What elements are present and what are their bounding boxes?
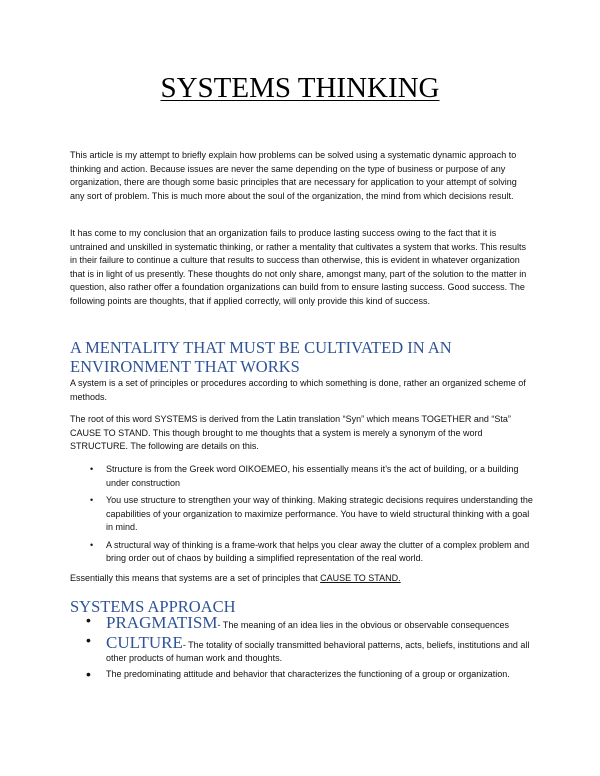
bullet-item: • You use structure to strengthen your way of thinking. Making strategic decisions requires understanding the capabilities of your organization to maximize performance. You have to wield structural thinking with a goal in mind. <box>84 494 534 535</box>
system-definition-paragraph <box>70 377 530 404</box>
systems-approach-list <box>84 614 534 681</box>
intro-paragraph-2 <box>70 227 530 308</box>
pragmatism-definition: - The meaning of an idea lies in the obvious or observable consequences <box>217 620 510 630</box>
list-item-pragmatism <box>84 614 534 633</box>
closing-paragraph <box>70 572 530 586</box>
root-word-paragraph <box>70 413 530 454</box>
bullet-item: • Structure is from the Greek word OIKOEMEO, his essentially means it’s the act of building, or a building under construction <box>84 463 534 490</box>
term-pragmatism: PRAGMATISM <box>106 613 218 632</box>
section-heading-systems-approach: SYSTEMS APPROACH <box>70 597 236 616</box>
intro-paragraph-1-text: This article is my attempt to briefly explain how problems can be solved using a systematic dynamic approach to thinking and action. Because issues are never the same depending on the type of business or purpose of any organization, there are though some basic principles that are necessary for application to your attempt of solving any sort of problem. This is much more about the soul of the organization, the mind from which decisions result. <box>70 150 517 201</box>
intro-paragraph-1 <box>70 149 530 203</box>
section-heading-mentality: A MENTALITY THAT MUST BE CULTIVATED IN AN ENVIRONMENT THAT WORKS <box>70 338 452 376</box>
intro-paragraph-2-text: It has come to my conclusion that an organization fails to produce lasting success owing to the fact that it is untrained and unskilled in systematic thinking, or rather a mentality that cultivates a system that works. This results in their failure to continue a culture that results to success than otherwise, this is evident in whatever organization that is in light of us presently. These thoughts do not only share, amongst many, part of the solution to the matter in question, also rather offer a foundation organizations can build from to ensure lasting success. Good success. The following points are thoughts, that if applied correctly, will only provide this kind of success. <box>70 228 527 306</box>
system-definition-text: A system is a set of principles or procedures according to which something is done, rather an organized scheme of methods. <box>70 378 526 402</box>
list-item-culture <box>84 634 534 666</box>
bullet-item: • A structural way of thinking is a frame-work that helps you clear away the clutter of a complex problem and bring order out of chaos by building a simplified representation of the real world. <box>84 539 534 566</box>
closing-text: Essentially this means that systems are a set of principles that <box>70 573 321 583</box>
culture-definition: - The totality of socially transmitted behavioral patterns, acts, beliefs, institutions and all other products of human work and thoughts. <box>106 639 530 663</box>
document-title-text: SYSTEMS THINKING <box>160 72 440 104</box>
list-item-attitude <box>84 668 534 682</box>
term-culture: CULTURE <box>106 632 183 652</box>
document-title <box>0 72 600 105</box>
root-word-text: The root of this word SYSTEMS is derived from the Latin translation “Syn” which means TOGETHER and “Sta” CAUSE TO STAND. This though brought to me thoughts that a system is merely a synonym of the word STRUCTURE. The following are details on this. <box>70 414 511 451</box>
attitude-definition: The predominating attitude and behavior that characterizes the functioning of a group or organization. <box>106 668 510 679</box>
structure-bullet-list <box>84 463 534 566</box>
cause-to-stand-underlined: CAUSE TO STAND. <box>320 573 401 583</box>
